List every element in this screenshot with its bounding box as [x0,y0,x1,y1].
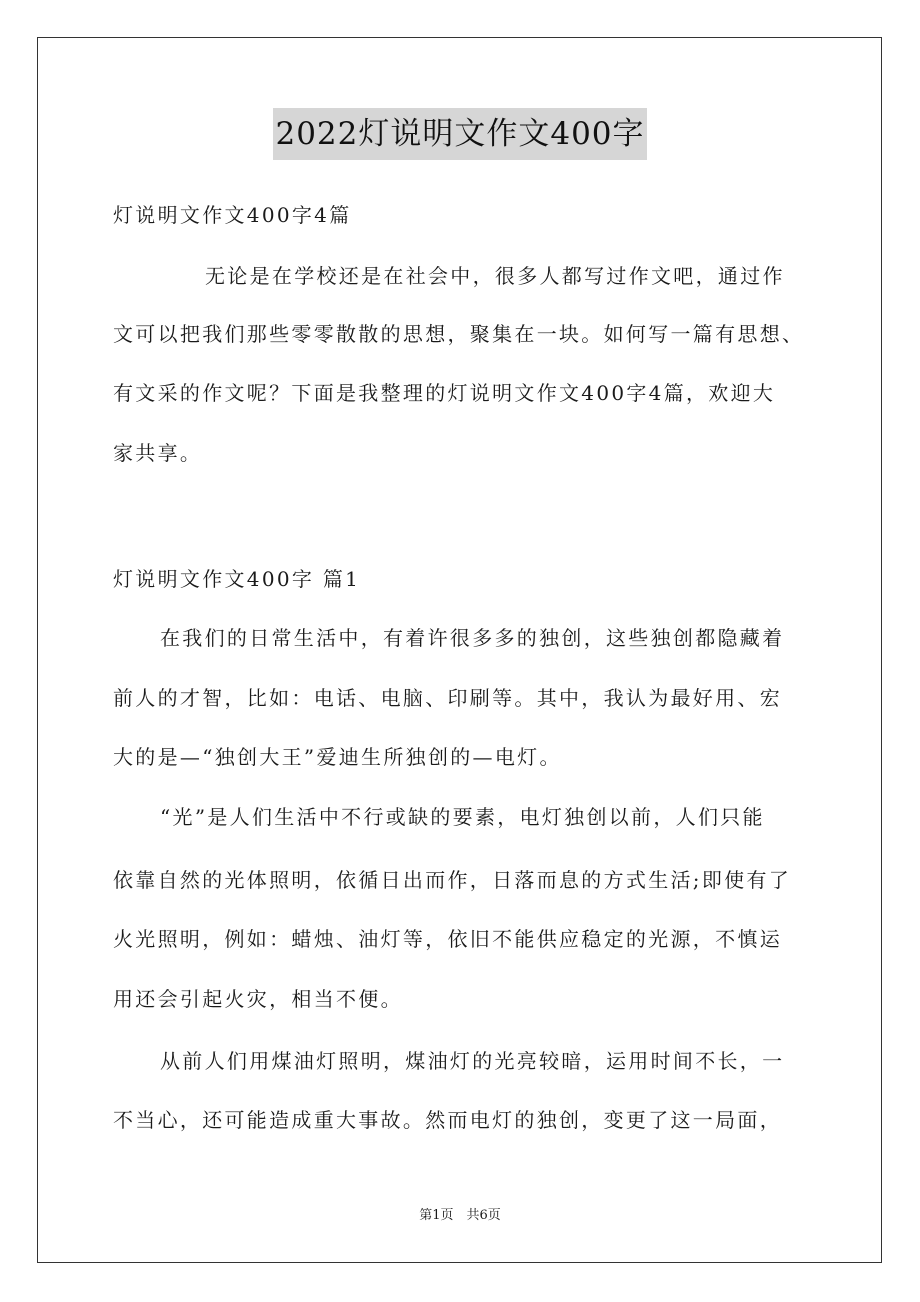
paragraph-line: 无论是在学校还是在社会中，很多人都写过作文吧，通过作 [205,264,785,288]
document-title: 2022灯说明文作文400字 [273,108,646,160]
subtitle-line: 灯说明文作文400字4篇 [113,203,352,227]
paragraph-line: 前人的才智，比如：电话、电脑、印刷等。其中，我认为最好用、宏 [113,686,782,710]
page-number-footer: 第1页 共6页 [419,1208,501,1223]
paragraph-line: 从前人们用煤油灯照明，煤油灯的光亮较暗，运用时间不长，一 [160,1049,785,1073]
paragraph-line: 在我们的日常生活中，有着许很多多的独创，这些独创都隐藏着 [160,626,785,650]
paragraph-line: 家共享。 [113,441,203,465]
paragraph-line: 依靠自然的光体照明，依循日出而作，日落而息的方式生活;即使有了 [113,868,792,892]
paragraph-line: “光”是人们生活中不行或缺的要素，电灯独创以前，人们只能 [160,805,765,829]
paragraph-line: 有文采的作文呢？下面是我整理的灯说明文作文400字4篇，欢迎大 [113,381,776,405]
paragraph-line: 火光照明，例如：蜡烛、油灯等，依旧不能供应稳定的光源，不慎运 [113,927,782,951]
section-heading: 灯说明文作文400字 篇1 [113,567,361,591]
paragraph-line: 用还会引起火灾，相当不便。 [113,987,403,1011]
paragraph-line: 文可以把我们那些零零散散的思想，聚集在一块。如何写一篇有思想、 [113,322,805,346]
paragraph-line: 大的是—“独创大王”爱迪生所独创的—电灯。 [113,745,562,769]
paragraph-line: 不当心，还可能造成重大事故。然而电灯的独创，变更了这一局面， [113,1108,782,1132]
title-container [0,108,920,160]
